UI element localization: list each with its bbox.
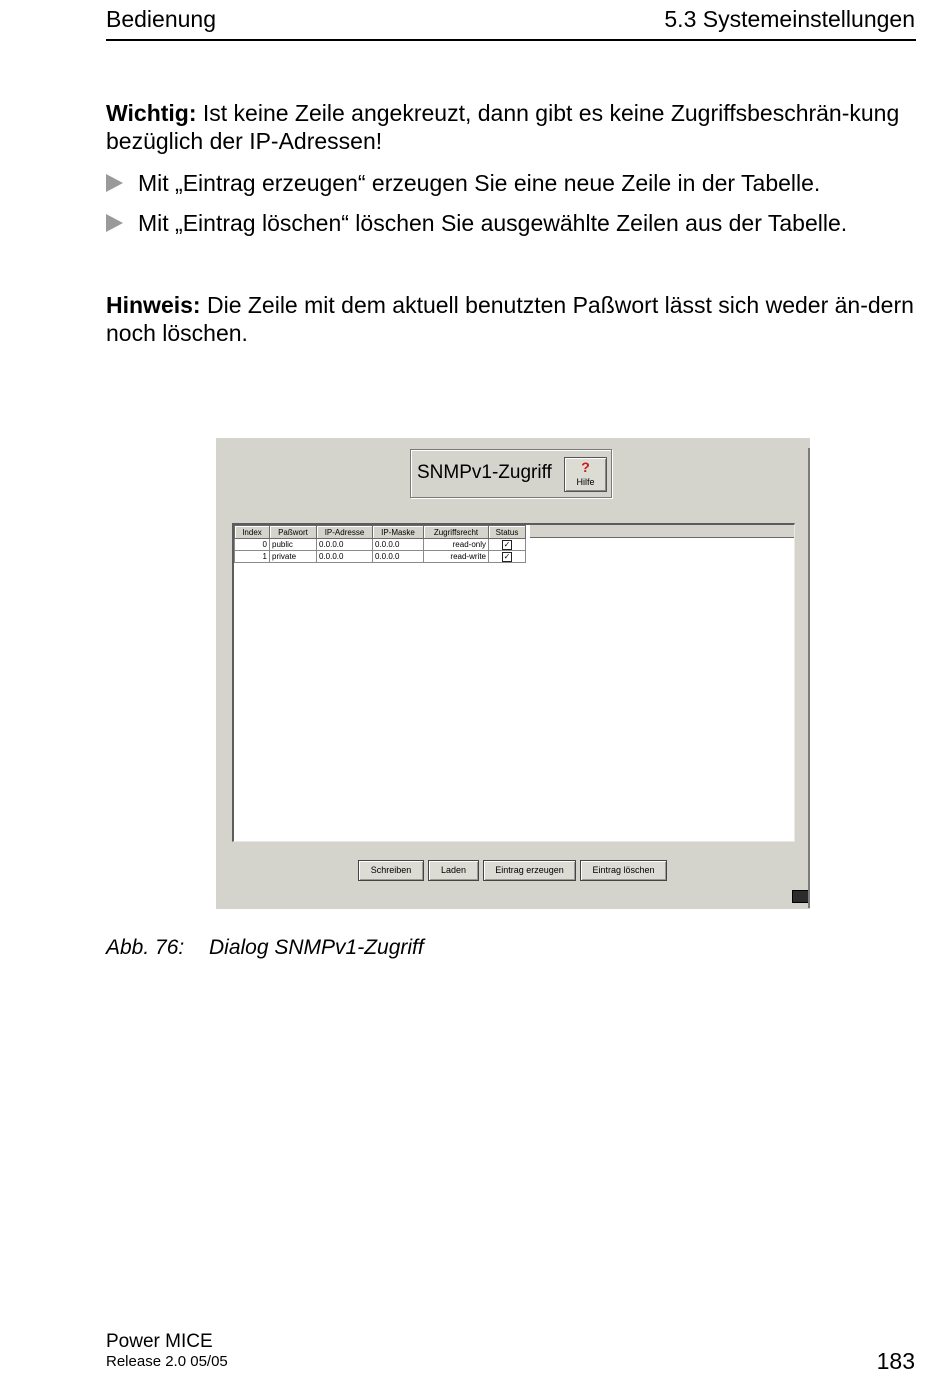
bullet-text: Mit „Eintrag löschen“ löschen Sie ausgewählte Zeilen aus der Tabelle. bbox=[138, 210, 848, 236]
cell-ip-address[interactable]: 0.0.0.0 bbox=[317, 551, 373, 563]
bullet-text: Mit „Eintrag erzeugen“ erzeugen Sie eine neue Zeile in der Tabelle. bbox=[138, 170, 821, 196]
dialog-screenshot bbox=[216, 438, 810, 909]
help-button-label: Hilfe bbox=[576, 477, 595, 487]
note-text: Die Zeile mit dem aktuell benutzten Paßwort lässt sich weder än-dern noch löschen. bbox=[106, 292, 914, 346]
cell-ip-address[interactable]: 0.0.0.0 bbox=[317, 539, 373, 551]
table-row[interactable] bbox=[235, 539, 526, 551]
bullet-delete bbox=[106, 209, 916, 237]
cell-access-right[interactable]: read-only bbox=[424, 539, 489, 551]
cell-status bbox=[489, 539, 526, 551]
table-header-extension bbox=[530, 525, 794, 538]
footer-product: Power MICE bbox=[106, 1331, 213, 1352]
status-checkbox[interactable]: ✓ bbox=[503, 551, 511, 561]
cell-index: 1 bbox=[235, 551, 270, 563]
caption-text: Dialog SNMPv1-Zugriff bbox=[209, 936, 424, 959]
column-header-status[interactable]: Status bbox=[489, 526, 526, 539]
bullet-triangle-icon bbox=[106, 214, 123, 232]
column-header-access-right[interactable]: Zugriffsrecht bbox=[424, 526, 489, 539]
status-checkbox[interactable]: ✓ bbox=[503, 539, 511, 549]
note-paragraph bbox=[106, 291, 916, 347]
create-entry-button[interactable]: Eintrag erzeugen bbox=[483, 860, 576, 881]
cell-ip-mask[interactable]: 0.0.0.0 bbox=[373, 551, 424, 563]
column-header-ip-mask[interactable]: IP-Maske bbox=[373, 526, 424, 539]
column-header-password[interactable]: Paßwort bbox=[270, 526, 317, 539]
important-label: Wichtig: bbox=[106, 100, 197, 126]
cell-password[interactable]: private bbox=[270, 551, 317, 563]
chapter-title: Bedienung bbox=[106, 6, 216, 32]
cell-status bbox=[489, 551, 526, 563]
table-row[interactable] bbox=[235, 551, 526, 563]
load-button[interactable]: Laden bbox=[428, 860, 479, 881]
dialog-title: SNMPv1-Zugriff bbox=[417, 462, 552, 483]
header-rule bbox=[106, 39, 916, 41]
column-header-index[interactable]: Index bbox=[235, 526, 270, 539]
cell-access-right[interactable]: read-write bbox=[424, 551, 489, 563]
table-header-row bbox=[235, 526, 526, 539]
caption-label: Abb. 76: bbox=[106, 936, 185, 959]
dialog-title-box bbox=[410, 449, 612, 498]
page-number: 183 bbox=[876, 1348, 915, 1374]
bullet-create bbox=[106, 169, 916, 197]
help-button[interactable] bbox=[564, 457, 607, 492]
snmp-access-table bbox=[234, 525, 526, 563]
cell-ip-mask[interactable]: 0.0.0.0 bbox=[373, 539, 424, 551]
bullet-triangle-icon bbox=[106, 174, 123, 192]
column-header-ip-address[interactable]: IP-Adresse bbox=[317, 526, 373, 539]
section-title: 5.3 Systemeinstellungen bbox=[664, 6, 915, 32]
footer-release: Release 2.0 05/05 bbox=[106, 1353, 228, 1370]
important-paragraph bbox=[106, 99, 916, 155]
screenshot-edge bbox=[808, 448, 810, 908]
note-label: Hinweis: bbox=[106, 292, 201, 318]
help-question-icon: ? bbox=[581, 459, 590, 475]
snmp-table-area bbox=[232, 523, 795, 842]
figure-caption bbox=[106, 936, 424, 960]
important-text: Ist keine Zeile angekreuzt, dann gibt es keine Zugriffsbeschrän-kung bezüglich der IP-Adressen! bbox=[106, 100, 900, 154]
cell-index: 0 bbox=[235, 539, 270, 551]
delete-entry-button[interactable]: Eintrag löschen bbox=[580, 860, 667, 881]
cell-password[interactable]: public bbox=[270, 539, 317, 551]
write-button[interactable]: Schreiben bbox=[358, 860, 424, 881]
